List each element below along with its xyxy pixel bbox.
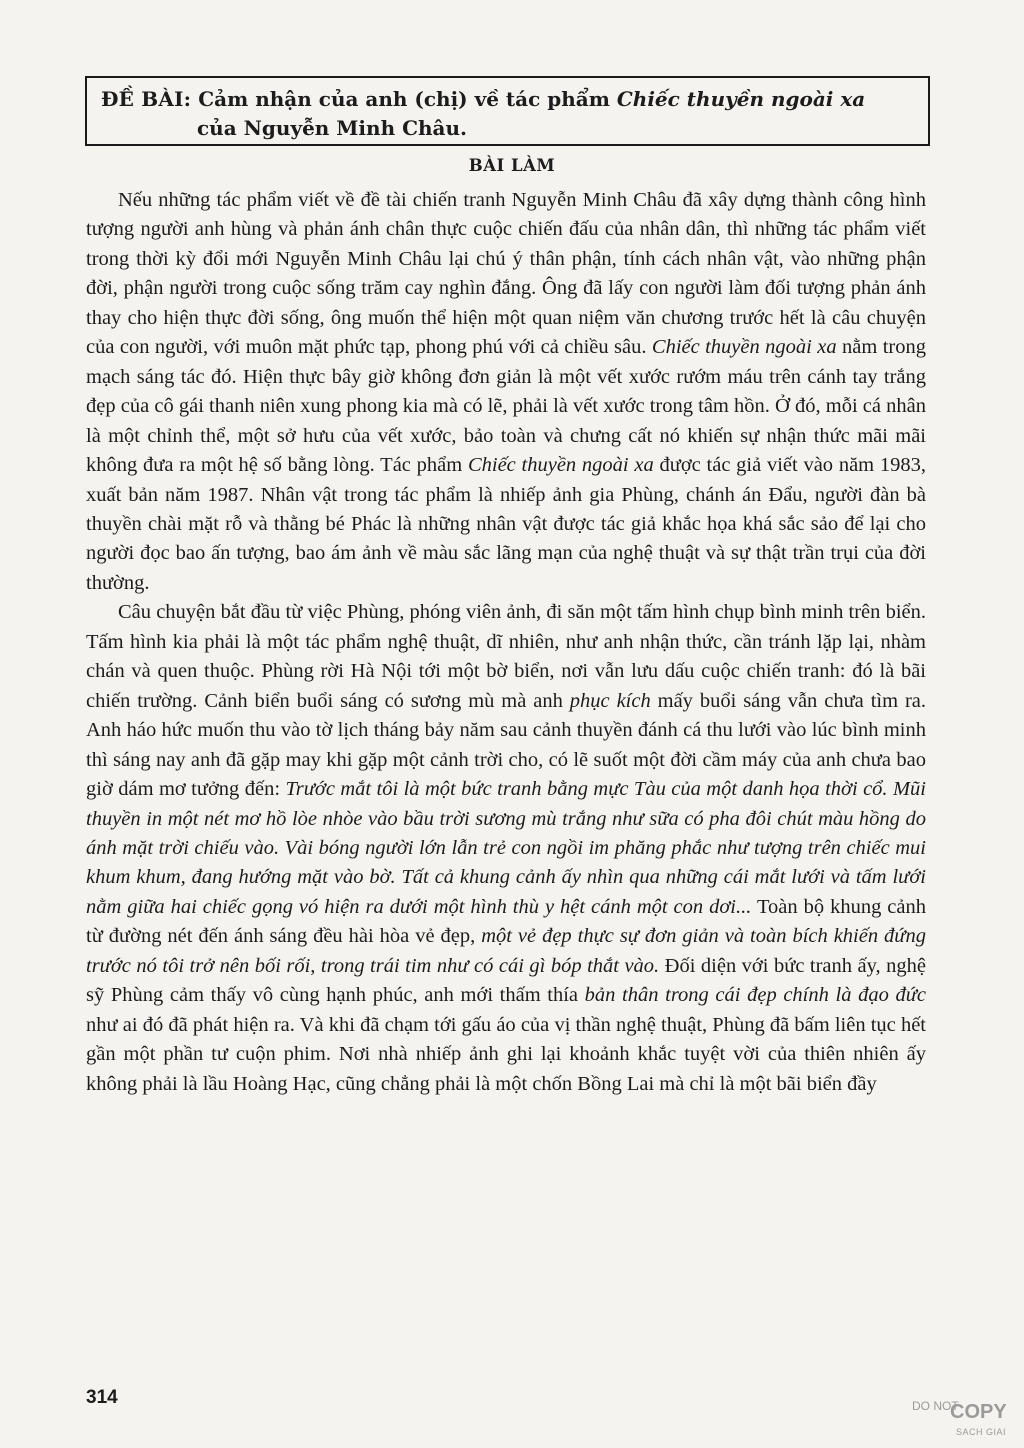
- p2-italic-1: phục kích: [569, 689, 651, 712]
- assignment-label: ĐỀ BÀI:: [101, 87, 192, 111]
- assignment-line-2: của Nguyễn Minh Châu.: [197, 116, 467, 140]
- p2-text-2: mấy buổi sáng vẫn chưa tìm ra. Anh háo hức muốn thu vào tờ lịch tháng bảy năm sau cảnh thuyền đánh cá thu lưới vào lúc bình minh thì sáng nay anh đã gặp may khi gặp một cảnh trời cho, có lẽ suốt một đời cầm máy của anh chưa bao giờ dám mơ tưởng đến:: [86, 689, 926, 801]
- essay-body: [86, 186, 926, 1099]
- watermark-copy: COPY: [950, 1401, 1007, 1423]
- p2-italic-4: bản thân trong cái đẹp chính là đạo đức: [584, 984, 926, 1007]
- section-heading: BÀI LÀM: [468, 156, 556, 175]
- assignment-line-1: [101, 85, 914, 114]
- paragraph-2: [86, 598, 926, 1099]
- work-title: Chiếc thuyền ngoài xa: [616, 87, 866, 111]
- p1-text-1: Nếu những tác phẩm viết về đề tài chiến tranh Nguyễn Minh Châu đã xây dựng thành công hình tượng người anh hùng và phản ánh chân thực cuộc chiến đấu của nhân dân, thì những tác phẩm viết trong thời kỳ đổi mới Nguyễn Minh Châu lại chú ý thân phận, tính cách nhân vật, vào những phận đời, phận người trong cuộc sống trăm cay nghìn đắng. Ông đã lấy con người làm đối tượng phản ánh thay cho hiện thực đời sống, ông muốn thể hiện một quan niệm văn chương trước hết là câu chuyện của con người, với muôn mặt phức tạp, phong phú với cả chiều sâu.: [86, 189, 926, 359]
- watermark-subtitle: SACH GIAI: [956, 1427, 1007, 1437]
- watermark-do-not: DO NOT: [912, 1399, 959, 1413]
- p1-italic-1: Chiếc thuyền ngoài xa: [651, 336, 837, 359]
- p2-text-3: Toàn bộ khung cảnh từ đường nét đến ánh sáng đều hài hòa vẻ đẹp,: [86, 895, 926, 948]
- assignment-text: Cảm nhận của anh (chị) về tác phẩm: [191, 87, 617, 111]
- p1-text-2: nằm trong mạch sáng tác đó. Hiện thực bây giờ không đơn giản là một vết xước rướm máu trên cánh tay trắng đẹp của cô gái thanh niên xung phong kia mà có lẽ, phải là vết xước trong tâm hồn. Ở đó, mỗi cá nhân là một chỉnh thể, một sở hưu của vết xước, bảo toàn và chưng cất nó khiến sự nhận thức mãi mãi không đưa ra một hệ số bằng lòng. Tác phẩm: [86, 336, 926, 477]
- p2-text-4: Đối diện với bức tranh ấy, nghệ sỹ Phùng cảm thấy vô cùng hạnh phúc, anh mới thấm thía: [86, 954, 926, 1007]
- page-number: 314: [86, 1387, 118, 1408]
- paragraph-1: [86, 186, 926, 598]
- p1-text-3: được tác giả viết vào năm 1983, xuất bản năm 1987. Nhân vật trong tác phẩm là nhiếp ảnh gia Phùng, chánh án Đẩu, người đàn bà thuyền chài mặt rỗ và thằng bé Phác là những nhân vật được tác giả khắc họa khá sắc sảo để lại cho người đọc bao ấn tượng, bao ám ảnh về màu sắc lãng mạn của nghệ thuật và sự thật trần trụi của đời thường.: [86, 454, 926, 594]
- p2-text-5: như ai đó đã phát hiện ra. Và khi đã chạm tới gấu áo của vị thần nghệ thuật, Phùng đã bấm liên tục hết gần một phần tư cuộn phim. Nơi nhà nhiếp ảnh ghi lại khoảnh khắc tuyệt vời của thiên nhiên ấy không phải là lầu Hoàng Hạc, cũng chẳng phải là một chốn Bồng Lai mà chỉ là một bãi biển đầy: [86, 1013, 926, 1095]
- p2-text-1: Câu chuyện bắt đầu từ việc Phùng, phóng viên ảnh, đi săn một tấm hình chụp bình minh trên biển. Tấm hình kia phải là một tác phẩm nghệ thuật, dĩ nhiên, như anh nhận thức, cần tránh lặp lại, nhàm chán và quen thuộc. Phùng rời Hà Nội tới một bờ biển, nơi vẫn lưu dấu cuộc chiến tranh: đó là bãi chiến trường. Cảnh biển buổi sáng có sương mù mà anh: [86, 601, 926, 712]
- watermark-logo: [912, 1400, 1008, 1444]
- p2-italic-2: Trước mắt tôi là một bức tranh bằng mực Tàu của một danh họa thời cổ. Mũi thuyền in một nét mơ hồ lòe nhòe vào bầu trời sương mù trắng như sữa có pha đôi chút màu hồng do ánh mặt trời chiếu vào. Vài bóng người lớn lẫn trẻ con ngồi im phăng phắc như tượng trên chiếc mui khum khum, đang hướng mặt vào bờ. Tất cả khung cảnh ấy nhìn qua những cái mắt lưới và tấm lưới nằm giữa hai chiếc gọng vó hiện ra dưới một hình thù y hệt cánh một con dơi...: [86, 778, 927, 918]
- assignment-box: [85, 76, 930, 146]
- p1-italic-2: Chiếc thuyền ngoài xa: [467, 454, 654, 477]
- p2-italic-3: một vẻ đẹp thực sự đơn giản và toàn bích khiến đứng trước nó tôi trở nên bối rối, trong trái tim như có cái gì bóp thắt vào.: [86, 925, 926, 977]
